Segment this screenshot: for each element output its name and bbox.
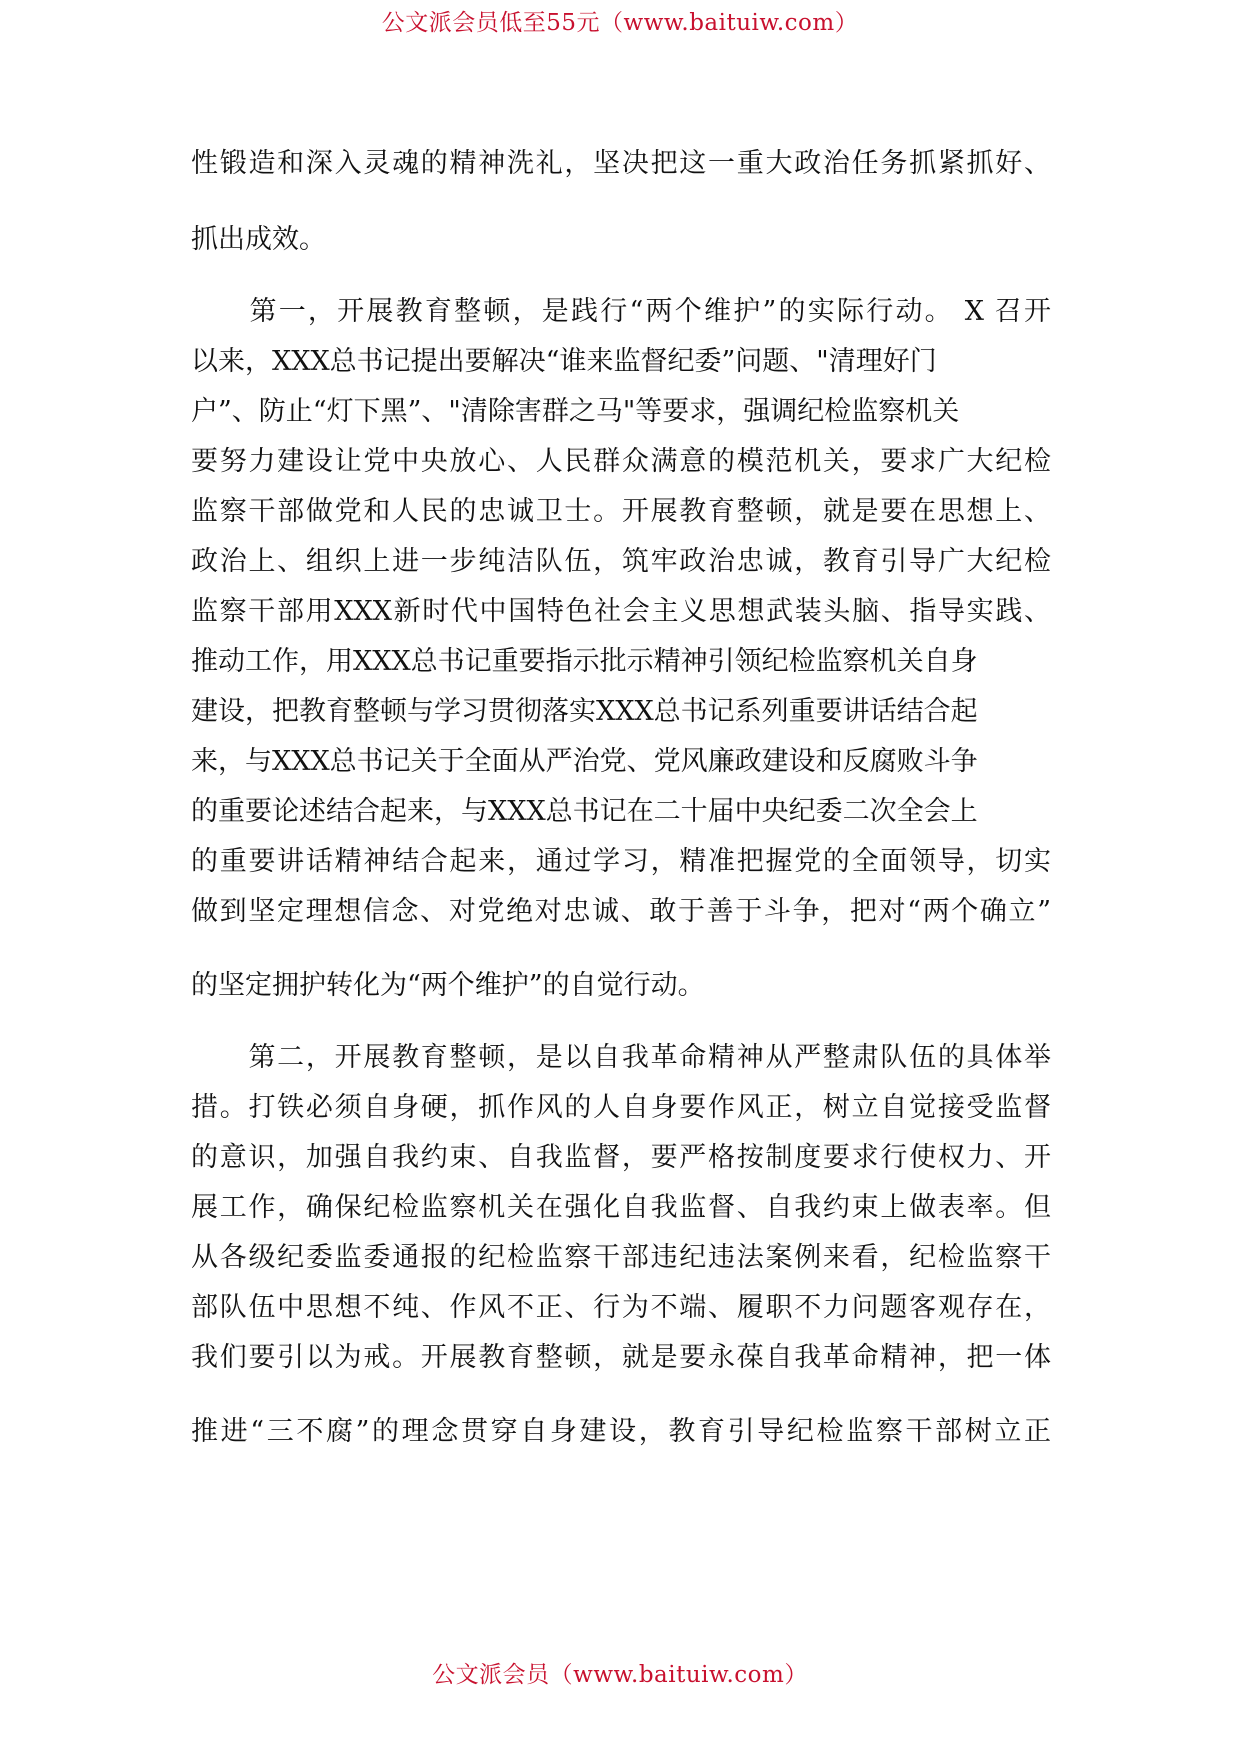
paragraph-line: 措。打铁必须自身硬，抓作风的人自身要作风正，树立自觉接受监督	[191, 1092, 1051, 1123]
footer-watermark-link: 公文派会员（www.baituiw.com）	[432, 1662, 808, 1688]
paragraph-line: 性锻造和深入灵魂的精神洗礼，坚决把这一重大政治任务抓紧抓好、	[191, 148, 1051, 179]
paragraph-line: 做到坚定理想信念、对党绝对忠诚、敢于善于斗争，把对“两个确立”	[191, 896, 1051, 927]
header-watermark-link: 公文派会员低至55元（www.baituiw.com）	[381, 10, 859, 36]
paragraph-line: 的重要论述结合起来，与XXX总书记在二十届中央纪委二次全会上	[191, 796, 978, 827]
paragraph-line: 展工作，确保纪检监察机关在强化自我监督、自我约束上做表率。但	[191, 1192, 1051, 1223]
paragraph-line: 监察干部做党和人民的忠诚卫士。开展教育整顿，就是要在思想上、	[191, 496, 1051, 527]
paragraph-line: 来，与XXX总书记关于全面从严治党、党风廉政建设和反腐败斗争	[191, 746, 978, 777]
paragraph-line: 建设，把教育整顿与学习贯彻落实XXX总书记系列重要讲话结合起	[191, 696, 978, 727]
paragraph-line: 的意识，加强自我约束、自我监督，要严格按制度要求行使权力、开	[191, 1142, 1051, 1173]
paragraph-line: 的坚定拥护转化为“两个维护”的自觉行动。	[191, 970, 705, 1001]
paragraph-line: 我们要引以为戒。开展教育整顿，就是要永葆自我革命精神，把一体	[191, 1342, 1051, 1373]
paragraph-line: 的重要讲话精神结合起来，通过学习，精准把握党的全面领导，切实	[191, 846, 1051, 877]
paragraph-line: 第二，开展教育整顿，是以自我革命精神从严整肃队伍的具体举	[191, 1042, 1051, 1073]
paragraph-line: 第一，开展教育整顿，是践行“两个维护”的实际行动。 X 召开	[191, 296, 1051, 327]
paragraph-line: 部队伍中思想不纯、作风不正、行为不端、履职不力问题客观存在，	[191, 1292, 1051, 1323]
paragraph-line: 以来，XXX总书记提出要解决“谁来监督纪委”问题、"清理好门	[191, 346, 937, 377]
paragraph-line: 监察干部用XXX新时代中国特色社会主义思想武装头脑、指导实践、	[191, 596, 1051, 627]
paragraph-line: 政治上、组织上进一步纯洁队伍，筑牢政治忠诚，教育引导广大纪检	[191, 546, 1051, 577]
paragraph-line: 推进“三不腐”的理念贯穿自身建设，教育引导纪检监察干部树立正	[191, 1416, 1051, 1447]
paragraph-line: 推动工作，用XXX总书记重要指示批示精神引领纪检监察机关自身	[191, 646, 978, 677]
paragraph-line: 从各级纪委监委通报的纪检监察干部违纪违法案例来看，纪检监察干	[191, 1242, 1051, 1273]
paragraph-line: 要努力建设让党中央放心、人民群众满意的模范机关，要求广大纪检	[191, 446, 1051, 477]
paragraph-line: 户”、防止“灯下黑”、"清除害群之马"等要求，强调纪检监察机关	[191, 396, 960, 427]
paragraph-line: 抓出成效。	[191, 224, 326, 255]
